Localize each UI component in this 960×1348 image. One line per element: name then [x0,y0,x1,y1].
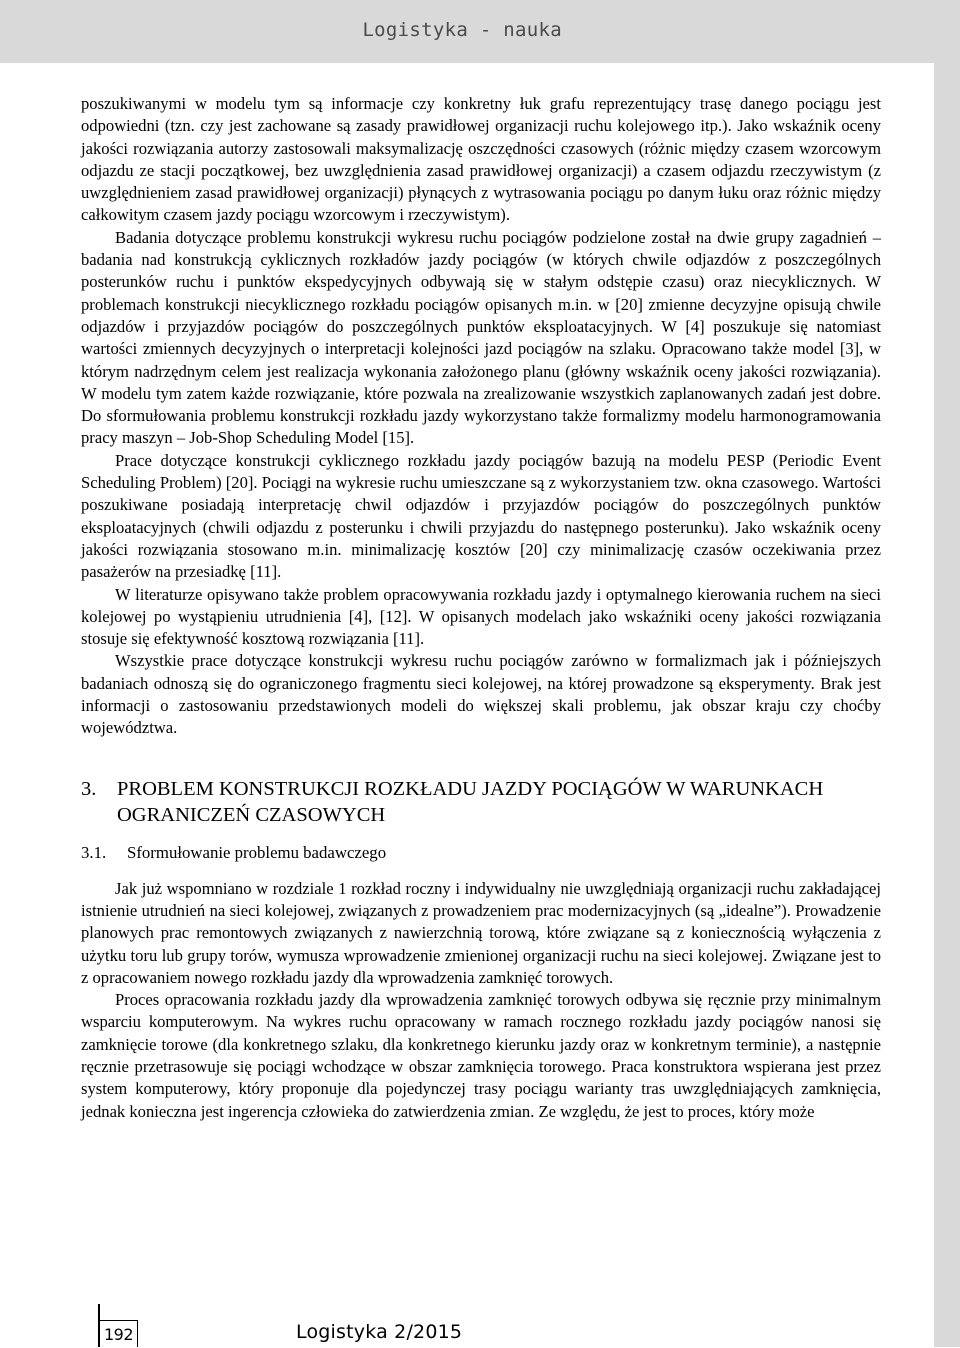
section-title: PROBLEM KONSTRUKCJI ROZKŁADU JAZDY POCIĄGÓW W WARUNKACH OGRANICZEŃ CZASOWYCH [117,777,824,826]
subsection-number: 3.1. [81,842,107,862]
header-title: Logistyka - nauka [362,19,562,41]
section-heading [81,776,881,828]
subsection-title: Sformułowanie problemu badawczego [127,842,387,862]
body-paragraph-4: W literaturze opisywano także problem opracowywania rozkładu jazdy i optymalnego kierowania ruchem na sieci kolejowej po wystąpieniu utrudnienia [4], [12]. W opisanych modelach jako wskaźniki oceny jakości rozwiązania stosuje się efektywność kosztową rozwiązania [11]. [81,584,881,649]
footer-journal-title: Logistyka 2/2015 [296,1321,463,1343]
subsection-paragraph-1: Jak już wspomniano w rozdziale 1 rozkład roczny i indywidualny nie uwzględniają organizacji ruchu zakładającej istnienie utrudnień na sieci kolejowej, związanych z prowadzeniem prac modernizacyjnych (są „idealne”). Prowadzenie planowych prac remontowych związanych z nawierzchnią torową, które związane są z koniecznością wyłączenia z użytku toru lub grupy torów, wymusza wprowadzenie zmienionej organizacji ruchu na sieci kolejowej. Związane jest to z opracowaniem nowego rozkładu jazdy dla wprowadzenia zamknięć torowych. [81,878,881,987]
subsection-paragraph-2: Proces opracowania rozkładu jazdy dla wprowadzenia zamknięć torowych odbywa się ręcznie przy minimalnym wsparciu komputerowym. Na wykres ruchu opracowany w ramach rocznego rozkładu jazdy pociągów nanosi się zamknięcie torowe (dla konkretnego szlaku, dla konkretnego kierunku jazdy oraz w konkretnym terminie), a następnie ręcznie przetrasowuje się pociągi wchodzące w obszar zamknięcia torowego. Praca konstruktora wspierana jest przez system komputerowy, który proponuje dla pojedynczej trasy pociągu warianty tras uwzględniających zamknięcia, jednak konieczna jest ingerencja człowieka do zatwierdzenia zmian. Ze względu, że jest to proces, który może [81,990,881,1121]
page-content [81,93,881,1123]
body-paragraph-5: Wszystkie prace dotyczące konstrukcji wykresu ruchu pociągów zarówno w formalizmach jak i późniejszych badaniach odnoszą się do ograniczonego fragmentu sieci kolejowej, na której prowadzone są eksperymenty. Brak jest informacji o zastosowaniu przedstawionych modeli do większej skali problemu, jak obszar kraju czy choćby województwa. [81,651,881,738]
body-paragraph-3: Prace dotyczące konstrukcji cyklicznego rozkładu jazdy pociągów bazują na modelu PESP (Periodic Event Scheduling Problem) [20]. Pociągi na wykresie ruchu umieszczane są z wykorzystaniem tzw. okna czasowego. Wartości poszukiwane posiadają interpretację chwil odjazdów i przyjazdów pociągów do poszczególnych punktów eksploatacyjnych (chwili odjazdu z posterunku i chwili przyjazdu do następnego posterunku). Jako wskaźnik oceny jakości rozwiązania stosowano m.in. minimalizację kosztów [20] czy minimalizację czasów oczekiwania przez pasażerów na przesiadkę [11]. [81,450,881,582]
section-number: 3. [81,777,97,800]
subsection-heading [81,842,881,864]
body-paragraph-1: poszukiwanymi w modelu tym są informacje czy konkretny łuk grafu reprezentujący trasę danego pociągu jest odpowiedni (tzn. czy jest zachowane są zasady prawidłowej organizacji ruchu kolejowego itp.). Jako wskaźnik oceny jakości rozwiązania autorzy zastosowali maksymalizację oszczędności czasowych (różnic między czasem wzorcowym odjazdu ze stacji początkowej, bez uwzględnienia zasad prawidłowej organizacji) a czasem odjazdu rzeczywistym (z uwzględnieniem zasad prawidłowej organizacji) płynących z wytrasowania pociągu po danym łuku oraz różnic między całkowitym czasem jazdy pociągu wzorcowym i rzeczywistym). [81,94,881,225]
body-paragraph-2: Badania dotyczące problemu konstrukcji wykresu ruchu pociągów podzielone został na dwie grupy zagadnień – badania nad konstrukcją cyklicznych rozkładów jazdy pociągów (w których chwile odjazdów z poszczególnych posterunków ruchu i punktów ekspedycyjnych odbywają się w stałym odstępie czasu) oraz niecyklicznych. W problemach konstrukcji niecyklicznego rozkładu pociągów opisanych m.in. w [20] zmienne decyzyjne opisują chwile odjazdów i przyjazdów pociągów do poszczególnych punktów eksploatacyjnych. W [4] poszukuje się natomiast wartości zmiennych decyzyjnych o interpretacji kolejności jazd pociągów na szlaku. Opracowano także model [3], w którym nadrzędnym celem jest realizacja wykonania założonego planu (główny wskaźnik oceny jakości rozwiązania). W modelu tym zatem każde rozwiązanie, które pozwala na zrealizowanie wszystkich zaplanowanych zadań jest dobre. Do sformułowania problemu konstrukcji rozkładu jazdy wykorzystano także formalizmy modelu harmonogramowania pracy maszyn – Job-Shop Scheduling Model [15]. [81,227,881,448]
page-number: 192 [100,1320,138,1347]
header-bar [0,0,960,63]
side-bar [934,63,960,1347]
